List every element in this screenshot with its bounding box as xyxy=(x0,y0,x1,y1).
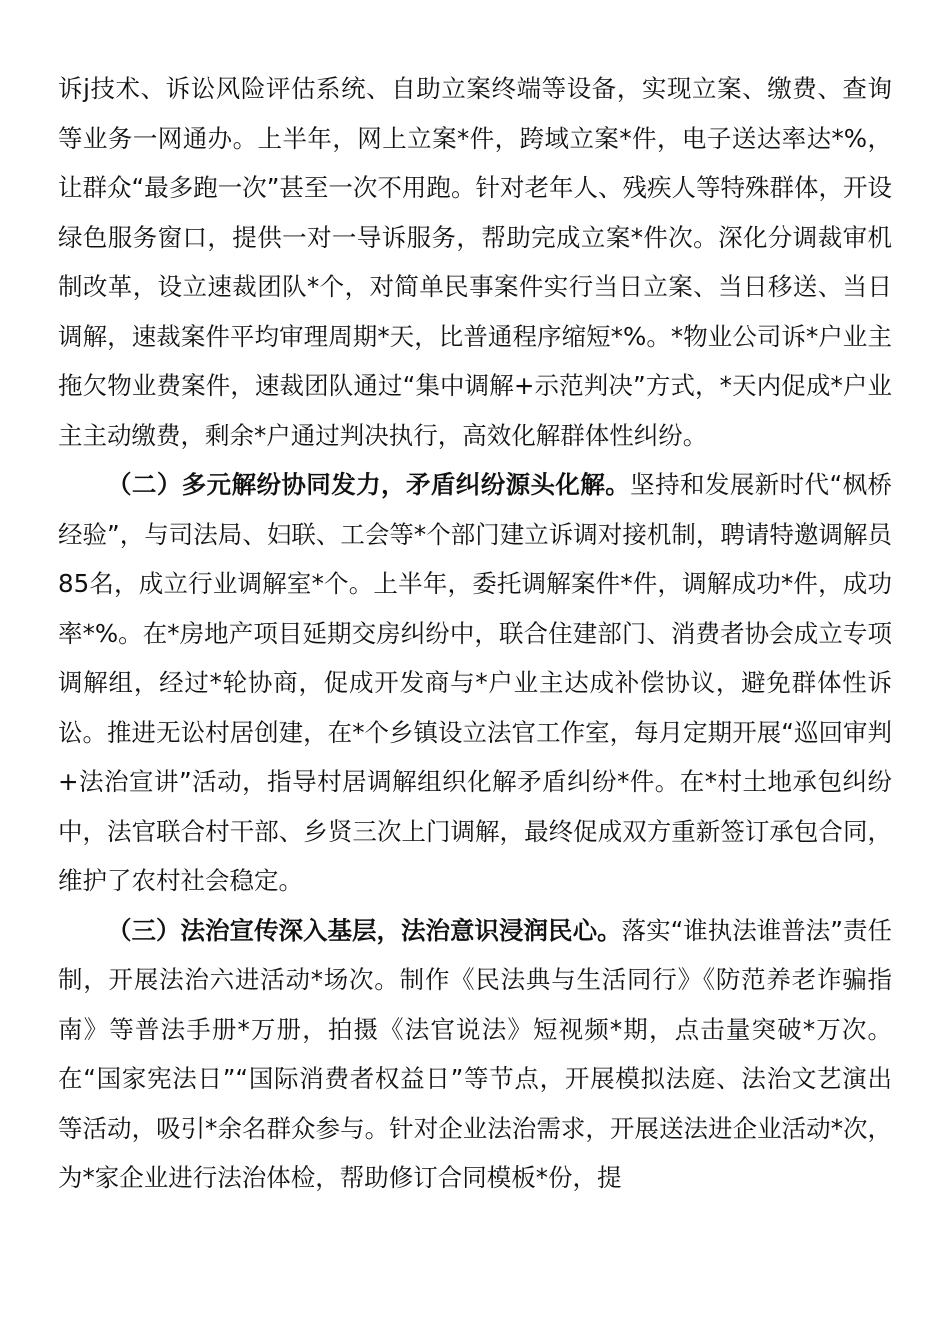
paragraph-3-text: 落实“谁执法谁普法”责任制，开展法治六进活动*场次。制作《民法典与生活同行》《防范养老诈骗指南》等普法手册*万册，拍摄《法官说法》短视频*期，点击量突破*万次。在“国家宪法日”“国际消费者权益日”等节点，开展模拟法庭、法治文艺演出等活动，吸引*余名群众参与。针对企业法治需求，开展送法进企业活动*次，为*家企业进行法治体检，帮助修订合同模板*份，提 xyxy=(58,915,892,1192)
paragraph-3 xyxy=(58,906,892,1203)
paragraph-1-text: 诉j技术、诉讼风险评估系统、自助立案终端等设备，实现立案、缴费、查询等业务一网通办。上半年，网上立案*件，跨域立案*件，电子送达率达*%，让群众“最多跑一次”甚至一次不用跑。针对老年人、残疾人等特殊群体，开设绿色服务窗口，提供一对一导诉服务，帮助完成立案*件次。深化分调裁审机制改革，设立速裁团队*个，对简单民事案件实行当日立案、当日移送、当日调解，速裁案件平均审理周期*天，比普通程序缩短*%。*物业公司诉*户业主拖欠物业费案件，速裁团队通过“集中调解+示范判决”方式，*天内促成*户业主主动缴费，剩余*户通过判决执行，高效化解群体性纠纷。 xyxy=(58,74,892,450)
paragraph-2-text: 坚持和发展新时代“枫桥经验”，与司法局、妇联、工会等*个部门建立诉调对接机制，聘请特邀调解员85名，成立行业调解室*个。上半年，委托调解案件*件，调解成功*件，成功率*%。在*房地产项目延期交房纠纷中，联合住建部门、消费者协会成立专项调解组，经过*轮协商，促成开发商与*户业主达成补偿协议，避免群体性诉讼。推进无讼村居创建，在*个乡镇设立法官工作室，每月定期开展“巡回审判+法治宣讲”活动，指导村居调解组织化解矛盾纠纷*件。在*村土地承包纠纷中，法官联合村干部、乡贤三次上门调解，最终促成双方重新签订承包合同，维护了农村社会稳定。 xyxy=(58,470,892,895)
paragraph-2 xyxy=(58,460,892,906)
paragraph-1 xyxy=(58,64,892,460)
document-page xyxy=(58,64,892,1203)
section-heading-3: （三）法治宣传深入基层，法治意识浸润民心。 xyxy=(107,915,622,945)
section-heading-2: （二）多元解纷协同发力，矛盾纠纷源头化解。 xyxy=(107,470,631,499)
